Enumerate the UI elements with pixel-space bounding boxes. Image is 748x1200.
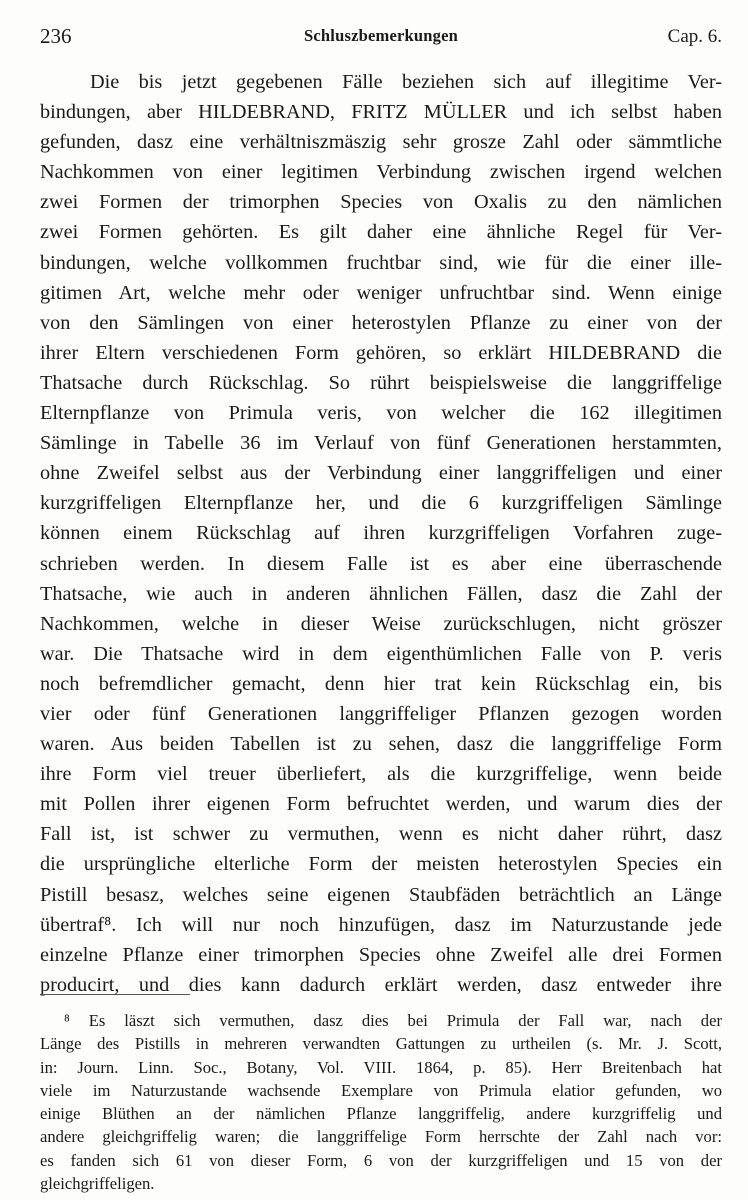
body-line: von den Sämlingen von einer heterostylen Pflanze zu einer von der [40, 311, 722, 334]
body-line: übertraf⁸. Ich will nur noch hinzufügen, dasz im Naturzustande jede [40, 913, 722, 936]
page-number: 236 [40, 24, 72, 48]
body-line: einzelne Pflanze einer trimorphen Species ohne Zweifel alle drei Formen [40, 943, 722, 966]
body-text [40, 67, 722, 1000]
body-line: vier oder fünf Generationen langgriffeliger Pflanzen gezogen worden [40, 702, 722, 725]
body-line: bindungen, welche vollkommen fruchtbar sind, wie für die einer ille- [40, 251, 722, 274]
body-line: ihre Form viel treuer überliefert, als die kurzgriffelige, wenn beide [40, 763, 722, 786]
body-line: kurzgriffeligen Elternpflanze her, und die 6 kurzgriffeligen Sämlinge [40, 492, 722, 515]
body-line: waren. Aus beiden Tabellen ist zu sehen, dasz die langgriffelige Form [40, 733, 722, 756]
footnote [40, 1009, 722, 1195]
footnote-line: einige Blüthen an der nämlichen Pflanze langgriffelig, andere kurzgriffelig und [40, 1104, 722, 1124]
body-line: gitimen Art, welche mehr oder weniger unfruchtbar sind. Wenn einige [40, 281, 722, 304]
footnote-line: es fanden sich 61 von dieser Form, 6 von der kurzgriffeligen und 15 von der [40, 1150, 722, 1170]
footnote-line: andere gleichgriffelig waren; die langgriffelige Form herrschte der Zahl nach vor: [40, 1127, 722, 1147]
body-line: schrieben werden. In diesem Falle ist es aber eine überraschende [40, 552, 722, 575]
running-title: Schluszbemerkungen [304, 26, 458, 45]
body-line: Fall ist, ist schwer zu vermuthen, wenn es nicht daher rührt, dasz [40, 823, 722, 846]
footnote-line: Länge des Pistills in mehreren verwandten Gattungen zu urtheilen (s. Mr. J. Scott, [40, 1034, 722, 1054]
body-line: bindungen, aber HILDEBRAND, FRITZ MÜLLER und ich selbst haben [40, 101, 722, 124]
body-line: Sämlinge in Tabelle 36 im Verlauf von fünf Generationen herstammten, [40, 432, 722, 455]
body-line: zwei Formen der trimorphen Species von Oxalis zu den nämlichen [40, 191, 722, 214]
body-line: die ursprüngliche elterliche Form der meisten heterostylen Species ein [40, 853, 722, 876]
body-line: producirt, und dies kann dadurch erklärt werden, dasz entweder ihre [40, 973, 722, 996]
footnote-line: in: Journ. Linn. Soc., Botany, Vol. VIII. 1864, p. 85). Herr Breitenbach hat [40, 1057, 722, 1077]
body-line: Thatsache durch Rückschlag. So rührt beispielsweise die langgriffelige [40, 371, 722, 394]
footnote-line: viele im Naturzustande wachsende Exemplare von Primula elatior gefunden, wo [40, 1080, 722, 1100]
body-line: war. Die Thatsache wird in dem eigenthümlichen Falle von P. veris [40, 642, 722, 665]
body-line: können einem Rückschlag auf ihren kurzgriffeligen Vorfahren zuge- [40, 522, 722, 545]
body-line: Nachkommen von einer legitimen Verbindung zwischen irgend welchen [40, 161, 722, 184]
body-line: Nachkommen, welche in dieser Weise zurückschlugen, nicht gröszer [40, 612, 722, 635]
footnote-divider [40, 994, 190, 995]
body-line: Die bis jetzt gegebenen Fälle beziehen sich auf illegitime Ver- [90, 71, 722, 93]
body-line: Pistill besasz, welches seine eigenen Staubfäden beträchtlich an Länge [40, 883, 722, 906]
body-line: noch befremdlicher gemacht, denn hier trat kein Rückschlag ein, bis [40, 672, 722, 695]
footnote-line: ⁸ Es läszt sich vermuthen, dasz dies bei Primula der Fall war, nach der [64, 1011, 722, 1030]
body-line: Thatsache, wie auch in anderen ähnlichen Fällen, dasz die Zahl der [40, 582, 722, 605]
body-line: ihrer Eltern verschiedenen Form gehören, so erklärt HILDEBRAND die [40, 341, 722, 364]
body-line: gefunden, dasz eine verhältniszmäszig sehr grosze Zahl oder sämmtliche [40, 131, 722, 154]
body-line: zwei Formen gehörten. Es gilt daher eine ähnliche Regel für Ver- [40, 221, 722, 244]
body-line: Elternpflanze von Primula veris, von welcher die 162 illegitimen [40, 402, 722, 425]
body-line: ohne Zweifel selbst aus der Verbindung einer langgriffeligen und einer [40, 462, 722, 485]
page-header [40, 24, 722, 52]
chapter-label: Cap. 6. [667, 26, 722, 47]
footnote-line: gleichgriffeligen. [40, 1174, 155, 1194]
body-line: mit Pollen ihrer eigenen Form befruchtet werden, und warum dies der [40, 793, 722, 816]
